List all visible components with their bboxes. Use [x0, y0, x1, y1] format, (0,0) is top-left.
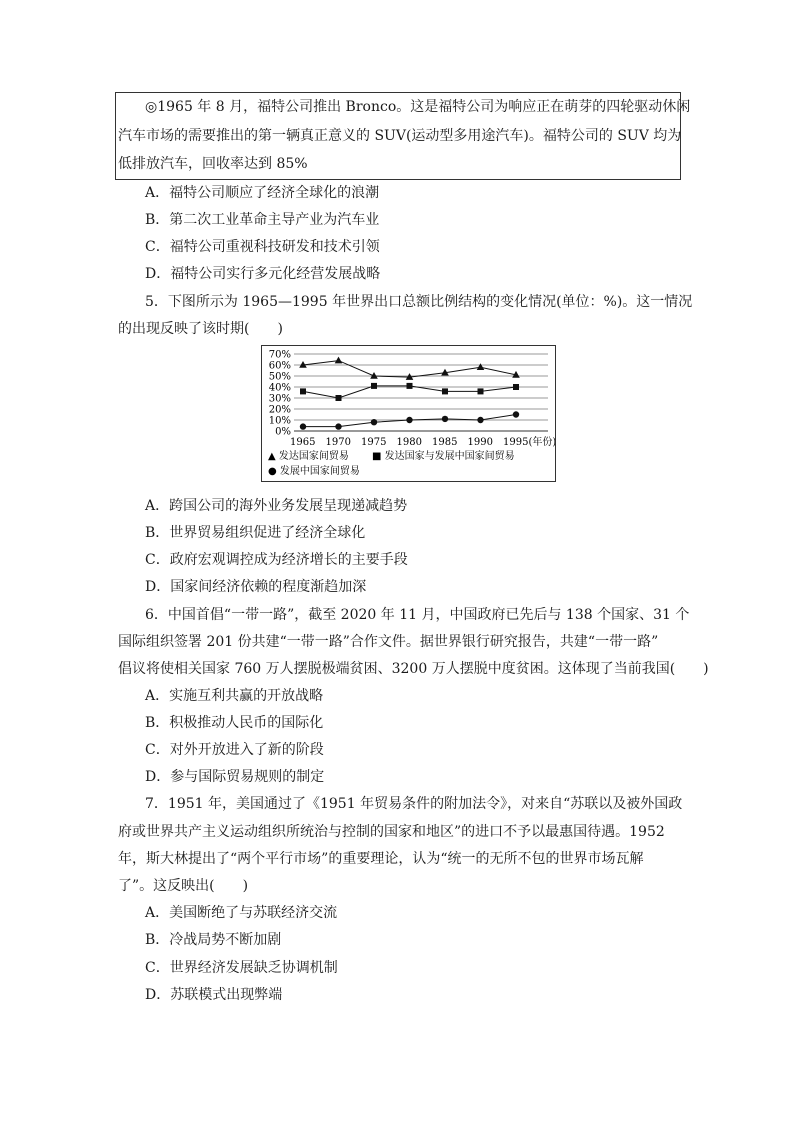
trade-chart-svg	[262, 346, 555, 481]
q5-option-a: A．跨国公司的海外业务发展呈现递减趋势	[145, 498, 408, 514]
square-marker	[478, 388, 484, 394]
square-marker	[407, 383, 413, 389]
q6-option-c: C．对外开放进入了新的阶段	[145, 742, 324, 758]
material-line-3: 低排放汽车，回收率达到 85%	[118, 156, 308, 172]
q6-stem-line-3: 倡议将使相关国家 760 万人摆脱极端贫困、3200 万人摆脱中度贫困。这体现了当前我国( )	[118, 661, 709, 677]
x-tick-label: 1980	[396, 437, 422, 448]
q5-option-d: D．国家间经济依赖的程度渐趋加深	[145, 579, 367, 595]
material-line-1: ◎1965 年 8 月，福特公司推出 Bronco。这是福特公司为响应正在萌芽的四轮驱动休闲	[145, 99, 691, 115]
legend-item-developed-developing: ■ 发达国家与发展中国家间贸易	[372, 451, 515, 462]
circle-marker	[406, 417, 412, 423]
q4-option-c: C．福特公司重视科技研发和技术引领	[145, 239, 380, 255]
q7-stem-line-1: 7．1951 年，美国通过了《1951 年贸易条件的附加法令》，对来自“苏联以及被外国政	[145, 796, 683, 812]
q5-option-b: B．世界贸易组织促进了经济全球化	[145, 525, 366, 541]
q7-stem-line-4: 了”。这反映出( )	[118, 878, 249, 894]
x-tick-label: 1965	[290, 437, 316, 448]
circle-marker	[442, 416, 448, 422]
q5-option-c: C．政府宏观调控成为经济增长的主要手段	[145, 552, 408, 568]
x-tick-label: 1995(年份)	[503, 437, 555, 448]
y-tick-label: 20%	[268, 404, 291, 416]
square-marker	[513, 384, 519, 390]
y-tick-label: 10%	[268, 415, 291, 427]
q7-option-d: D．苏联模式出现弊端	[145, 987, 283, 1003]
y-tick-label: 30%	[268, 393, 291, 405]
legend-item-developing: ● 发展中国家间贸易	[268, 466, 360, 477]
circle-marker	[335, 423, 341, 429]
square-marker	[442, 388, 448, 394]
q7-option-c: C．世界经济发展缺乏协调机制	[145, 960, 338, 976]
q5-stem-line-1: 5．下图所示为 1965—1995 年世界出口总额比例结构的变化情况(单位：%)。这一情况	[145, 294, 693, 310]
square-marker	[336, 395, 342, 401]
q6-stem-line-1: 6．中国首倡“一带一路”，截至 2020 年 11 月，中国政府已先后与 138 个国家、31 个	[145, 607, 690, 623]
square-marker	[300, 388, 306, 394]
x-tick-label: 1985	[432, 437, 458, 448]
square-marker	[371, 383, 377, 389]
circle-marker	[300, 423, 306, 429]
legend-item-developed: ▲ 发达国家间贸易	[268, 451, 349, 462]
q6-option-d: D．参与国际贸易规则的制定	[145, 769, 325, 785]
material-line-2: 汽车市场的需要推出的第一辆真正意义的 SUV(运动型多用途汽车)。福特公司的 SUV 均为	[118, 128, 682, 144]
x-tick-label: 1970	[325, 437, 351, 448]
q7-option-b: B．冷战局势不断加剧	[145, 932, 282, 948]
y-tick-label: 60%	[268, 360, 291, 372]
y-tick-label: 0%	[275, 426, 291, 438]
x-tick-label: 1990	[467, 437, 493, 448]
triangle-marker	[335, 357, 343, 364]
y-tick-label: 50%	[268, 371, 291, 383]
q7-option-a: A．美国断绝了与苏联经济交流	[145, 905, 338, 921]
x-tick-label: 1975	[361, 437, 387, 448]
q6-option-b: B．积极推动人民币的国际化	[145, 715, 324, 731]
triangle-marker	[477, 363, 485, 370]
trade-chart	[261, 345, 556, 482]
q4-option-d: D．福特公司实行多元化经营发展战略	[145, 266, 381, 282]
circle-marker	[371, 419, 377, 425]
q7-stem-line-2: 府或世界共产主义运动组织所统治与控制的国家和地区”的进口不予以最惠国待遇。1952	[118, 824, 665, 840]
y-tick-label: 40%	[268, 382, 291, 394]
q4-option-b: B．第二次工业革命主导产业为汽车业	[145, 212, 380, 228]
q4-option-a: A．福特公司顺应了经济全球化的浪潮	[145, 185, 380, 201]
q5-stem-line-2: 的出现反映了该时期( )	[118, 321, 283, 337]
q6-option-a: A．实施互利共赢的开放战略	[145, 688, 324, 704]
circle-marker	[513, 411, 519, 417]
y-tick-label: 70%	[268, 349, 291, 361]
circle-marker	[477, 417, 483, 423]
q7-stem-line-3: 年，斯大林提出了“两个平行市场”的重要理论，认为“统一的无所不包的世界市场瓦解	[118, 851, 644, 867]
triangle-marker	[370, 372, 378, 379]
q6-stem-line-2: 国际组织签署 201 份共建“一带一路”合作文件。据世界银行研究报告，共建“一带一路”	[118, 634, 659, 650]
